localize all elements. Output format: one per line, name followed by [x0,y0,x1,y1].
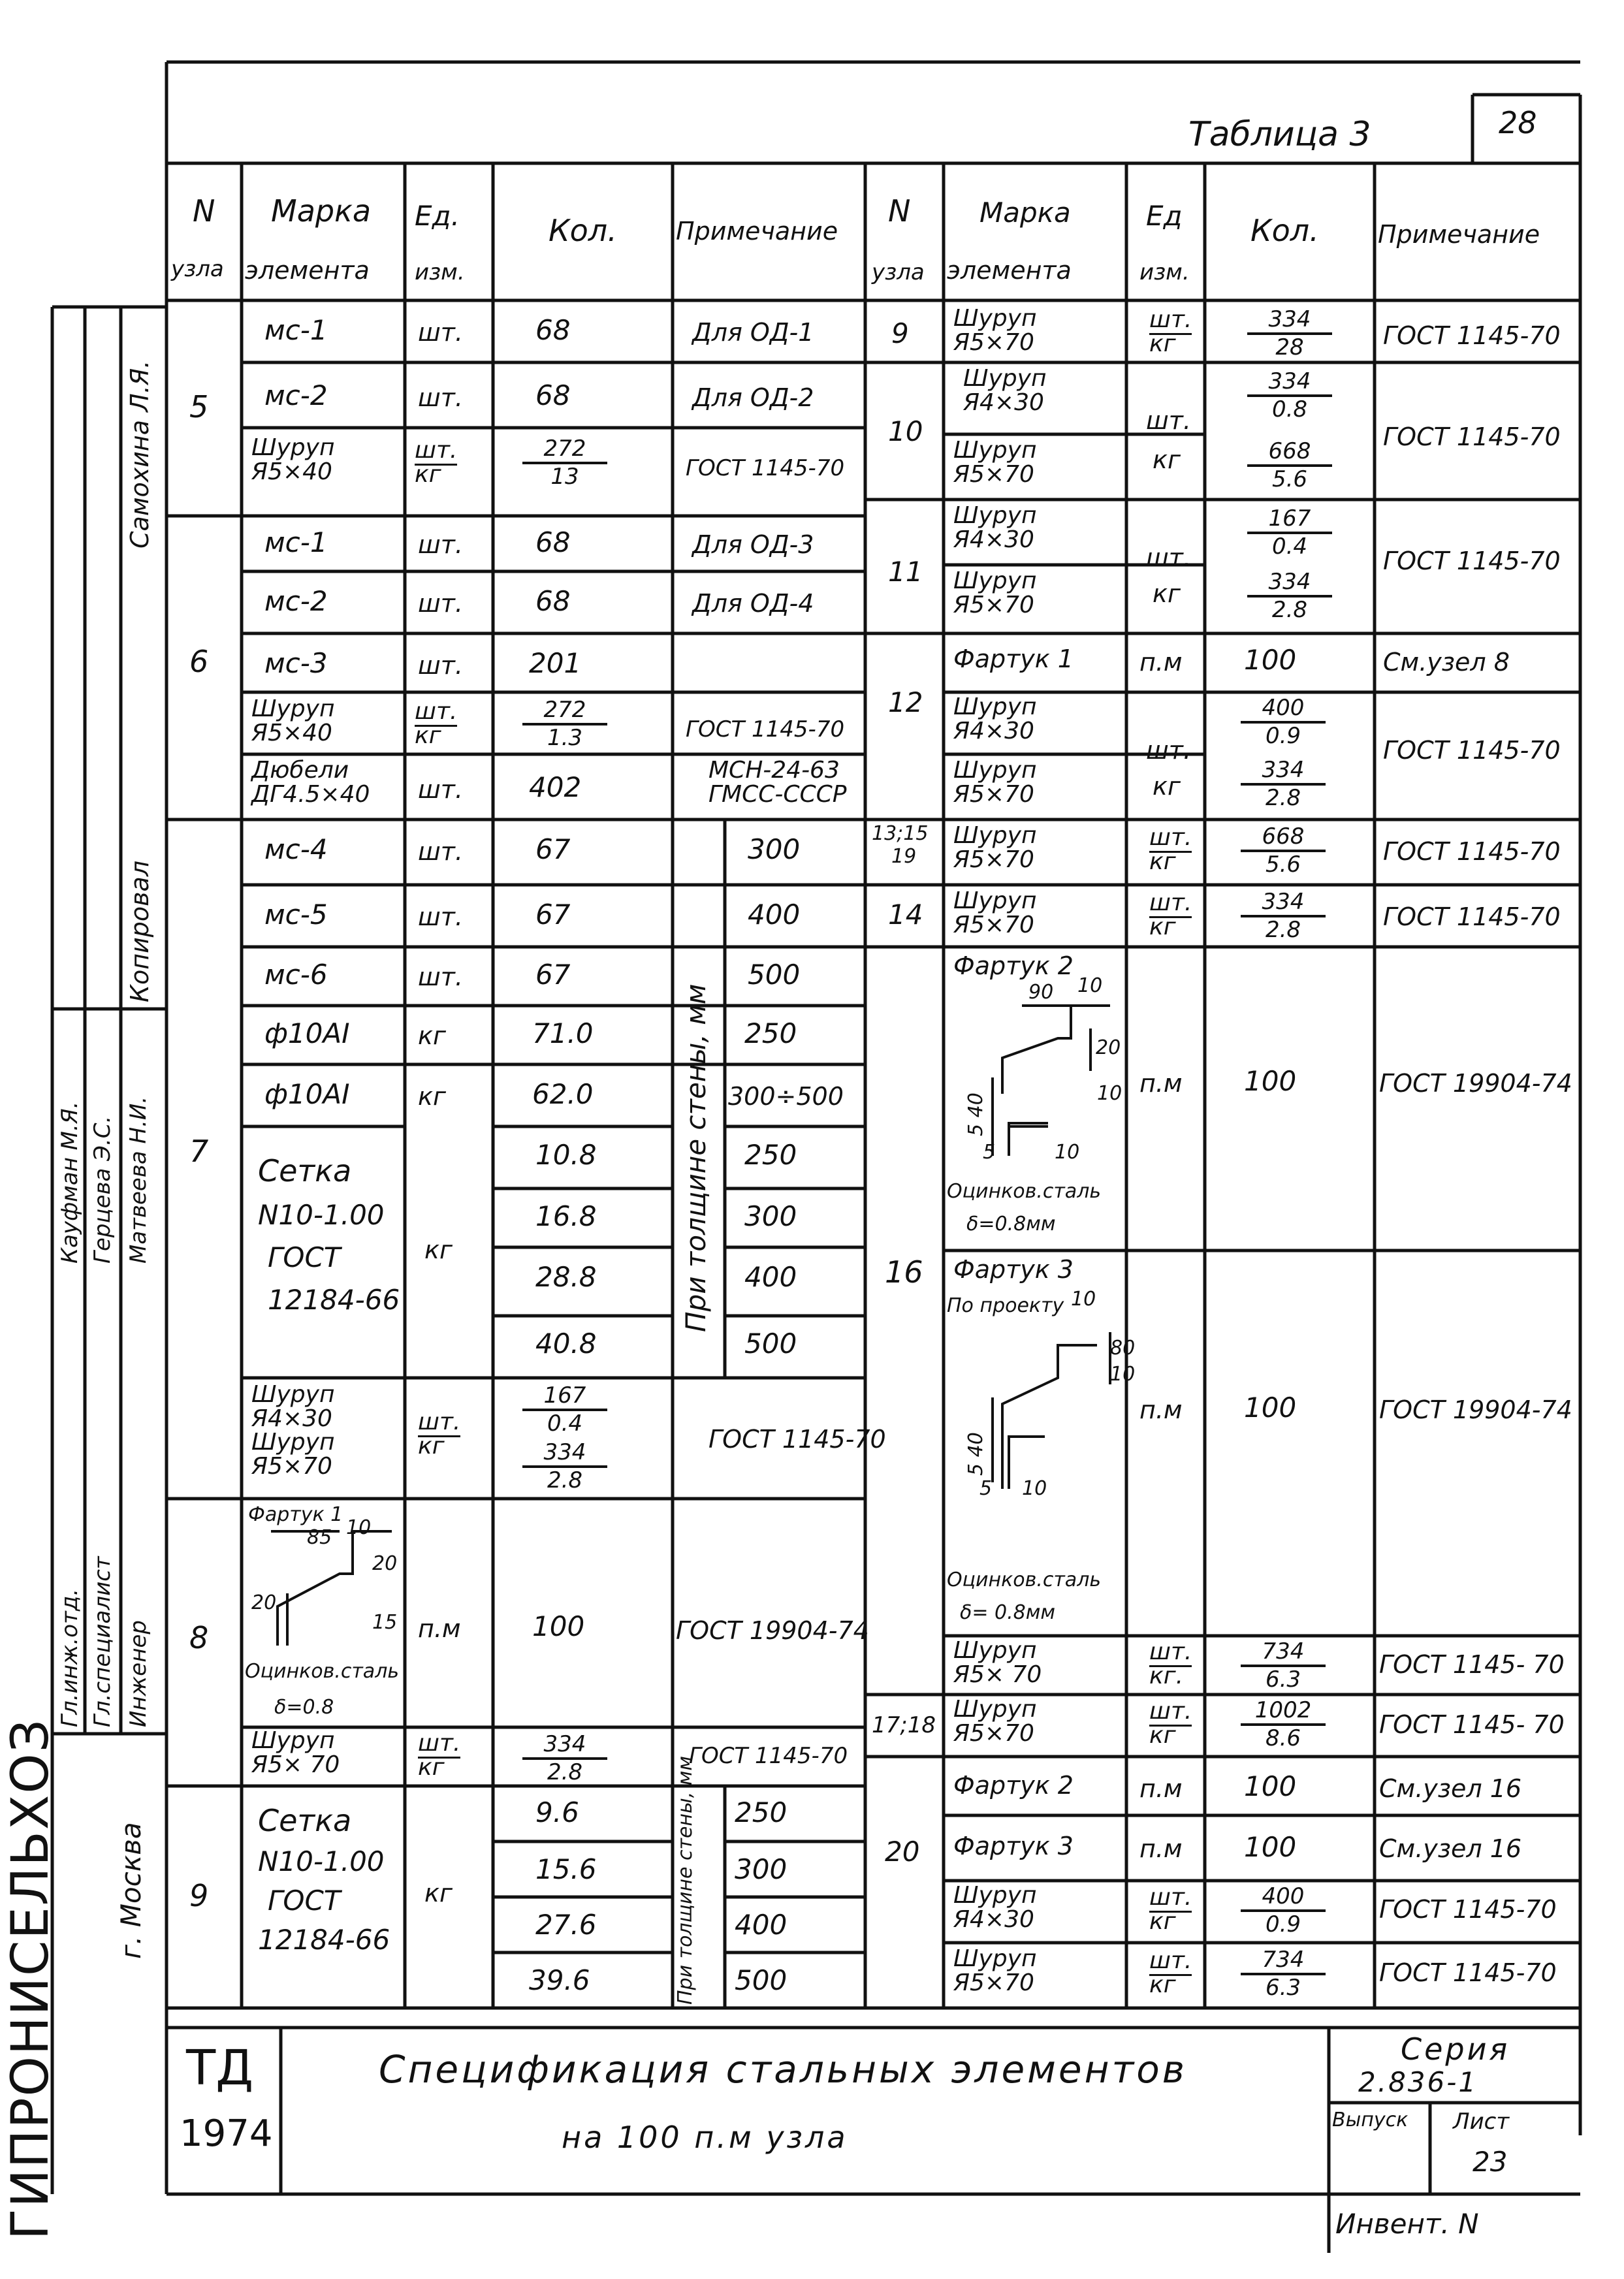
note-cell: ГОСТ 1145-70 [1383,837,1561,866]
unit-cell: п.м [1139,1395,1183,1424]
wall-cell: 250 [735,1796,788,1828]
copied-name: Самохина Л.Я. [125,360,154,549]
qty-cell: 9.6 [535,1796,579,1828]
unit-cell: шт. [1146,736,1191,765]
unit-cell: шт. кг [1149,889,1192,940]
unit-cell: шт. [1146,543,1191,572]
qty-fraction: $\frac{1002}{8.6}$ [1241,1698,1326,1751]
node-number: 10 [888,415,923,447]
node-number: 6 [189,644,209,679]
wall-cell: 250 [744,1017,797,1049]
qty-cell: 100 [532,1610,585,1642]
note-cell: ГОСТ 1145-70 [1383,321,1561,350]
mark-cell: мс-5 [264,899,328,931]
node-number: 11 [888,556,923,588]
mesh-mark: 12184-66 [268,1284,400,1316]
mark-cell: Шуруп Я5×70 [953,822,1037,873]
mark-cell: Шуруп Я5×70 [953,1696,1037,1747]
qty-cell: 40.8 [535,1328,597,1360]
mark-cell: Шуруп Я5×70 [953,567,1037,618]
dim-label: 80 [1110,1337,1136,1360]
apron-thickness: δ=0.8 [274,1696,334,1719]
mesh-mark: Сетка [258,1153,352,1188]
mark-cell: Шуруп Я5×70 [953,757,1037,808]
unit-cell: шт. [418,530,463,559]
header-unit: Ед. [415,200,460,232]
qty-cell: 201 [529,647,582,679]
qty-cell: 39.6 [529,1964,590,1996]
qty-fraction: $\frac{167}{0.4}$ [1247,506,1332,560]
note-cell: ГОСТ 1145- 70 [1379,1710,1565,1739]
apron-note: По проекту [947,1294,1064,1317]
dim-label: 10 [1055,1141,1080,1164]
qty-fraction: $\frac{334}{28}$ [1247,307,1332,360]
node-number: 20 [885,1836,920,1868]
unit-cell: кг [1153,445,1181,474]
note-cell: ГОСТ 1145-70 [709,1425,886,1454]
unit-cell: шт. кг [418,1409,461,1459]
header-r-unit: Ед [1146,200,1183,232]
wall-cell: 300 [744,1200,797,1232]
unit-cell: кг [1153,772,1181,801]
mark-cell: Шуруп Я5×70 [953,305,1037,356]
dim-label: 5 [983,1141,996,1164]
mark-cell: мс-1 [264,526,328,558]
mark-cell: мс-2 [264,379,328,411]
dim-label: 10 [1097,1082,1122,1105]
wall-cell: 250 [744,1139,797,1171]
sheet-number: 28 [1499,105,1537,140]
unit-cell: кг [418,1082,446,1111]
qty-cell: 27.6 [535,1909,597,1941]
unit-cell: шт. [1146,406,1191,435]
unit-cell: шт. кг [1149,1698,1192,1749]
dim-label: 10 [1077,974,1103,997]
dim-label: 10 [1071,1288,1096,1311]
apron-material: Оцинков.сталь [947,1180,1102,1203]
note-cell: См.узел 8 [1383,648,1510,677]
mesh-mark: N10-1.00 [258,1845,385,1877]
node-number: 14 [888,899,923,931]
wall-thickness-note: При толщине стены, мм [674,1755,697,2005]
mark-cell: ф10АI [264,1017,350,1049]
qty-fraction: $\frac{334}{2.8}$ [1241,889,1326,943]
document-title: Спецификация стальных элементов [379,2047,1187,2092]
td-stamp: ТД [186,2040,254,2096]
node-number: 9 [891,317,909,349]
qty-fraction: $\frac{334}{2.8}$ [1241,757,1326,811]
mark-cell: Фартук 2 [953,1771,1074,1800]
wall-cell: 500 [748,959,801,991]
dim-label: 10 [346,1516,372,1539]
header-r-mark: Марка [979,197,1071,229]
mark-cell: мс-1 [264,314,328,346]
unit-cell: шт. кг. [1149,1638,1192,1689]
wall-cell: 400 [748,899,801,931]
qty-cell: 402 [529,771,582,803]
qty-fraction: $\frac{334}{2.8}$ [522,1732,607,1785]
unit-cell: шт. [418,775,463,804]
issue-label: Выпуск [1332,2109,1409,2131]
wall-cell: 500 [735,1964,788,1996]
header-node-no-sub: узла [171,256,224,282]
mark-cell: Шуруп Я5× 70 [953,1637,1042,1688]
person-name: Матвеева Н.И. [125,1096,151,1264]
unit-cell: п.м [1139,1834,1183,1863]
dim-label: 20 [372,1552,398,1575]
wall-cell: 400 [735,1909,788,1941]
qty-fraction: $\frac{167}{0.4}$ [522,1383,607,1437]
qty-cell: 28.8 [535,1261,597,1293]
qty-cell: 68 [535,585,571,617]
role-label: Гл.инж.отд. [57,1588,83,1727]
mark-cell: Шуруп Я4×30 Шуруп Я5×70 [251,1381,335,1480]
person-name: Кауфман М.Я. [57,1101,83,1264]
wall-cell: 400 [744,1261,797,1293]
sheet-label: Лист [1453,2109,1510,2135]
wall-thickness-note: При толщине стены, мм [680,983,712,1332]
qty-cell: 68 [535,379,571,411]
mark-cell: Шуруп Я4×30 [953,693,1037,744]
qty-cell: 67 [535,833,571,865]
qty-fraction: $\frac{668}{5.6}$ [1241,824,1326,878]
apron-title: Фартук 3 [953,1255,1074,1284]
unit-cell: кг [424,1879,453,1907]
note-cell: ГОСТ 1145-70 [1383,422,1561,451]
unit-cell: шт. [418,383,463,412]
series-label: Серия [1401,2032,1510,2067]
year: 1974 [180,2112,273,2155]
mark-cell: Шуруп Я4×30 [953,502,1037,553]
node-number: 19 [891,845,917,868]
document-subtitle: на 100 п.м узла [562,2120,848,2155]
role-label: Гл.специалист [89,1556,116,1727]
dim-label: 20 [251,1591,277,1614]
node-number: 9 [189,1878,209,1913]
note-cell: МСН-24-63 ГМСС-СССР [709,757,847,808]
qty-cell: 16.8 [535,1200,597,1232]
header-r-qty: Кол. [1250,213,1319,248]
apron-title: Фартук 1 [248,1503,343,1526]
qty-cell: 67 [535,899,571,931]
note-cell: ГОСТ 1145-70 [686,716,845,742]
mark-cell: Шуруп Я4×30 [963,365,1047,416]
mark-cell: Шуруп Я5×40 [251,695,335,746]
table-label: Таблица 3 [1188,115,1371,154]
node-number: 7 [189,1134,209,1169]
mark-cell: Шуруп Я5× 70 [251,1727,340,1778]
mark-cell: мс-3 [264,647,328,679]
header-node-no: N [193,193,215,229]
note-cell: ГОСТ 1145- 70 [1379,1650,1565,1679]
note-cell: ГОСТ 1145-70 [686,455,845,481]
mesh-mark: N10-1.00 [258,1199,385,1231]
mark-cell: Шуруп Я5×70 [953,887,1037,938]
note-cell: ГОСТ 1145-70 [1383,736,1561,765]
qty-cell: 68 [535,526,571,558]
header-mark-sub: элемента [245,256,370,285]
mark-cell: Фартук 3 [953,1832,1074,1860]
header-unit-sub: изм. [415,259,465,285]
unit-cell: п.м [1139,1774,1183,1803]
copied-label: Копировал [125,860,154,1002]
header-r-node-no: N [888,193,911,229]
qty-cell: 100 [1244,1770,1297,1802]
qty-fraction: $\frac{272}{13}$ [522,436,607,490]
mark-cell: мс-4 [264,833,328,865]
unit-cell: шт. [418,589,463,618]
unit-cell: шт. [418,963,463,991]
qty-cell: 100 [1244,1392,1297,1424]
unit-cell: п.м [1139,648,1183,677]
mesh-mark: ГОСТ [268,1241,341,1273]
mark-cell: Шуруп Я5×40 [251,434,335,485]
qty-fraction: $\frac{272}{1.3}$ [522,697,607,751]
dim-label: 5 40 [964,1092,987,1136]
unit-cell: шт. [418,837,463,866]
qty-cell: 62.0 [532,1078,594,1110]
wall-cell: 300 [748,833,801,865]
unit-cell: кг [418,1021,446,1050]
role-label: Инженер [125,1620,151,1727]
mesh-mark: Сетка [258,1803,352,1838]
apron-thickness: δ= 0.8мм [960,1601,1056,1624]
qty-fraction: $\frac{334}{2.8}$ [1247,569,1332,623]
mark-cell: мс-2 [264,585,328,617]
wall-cell: 300 [735,1853,788,1885]
header-mark: Марка [271,193,372,229]
series-number: 2.836-1 [1358,2066,1478,2098]
unit-cell: шт. кг [415,698,458,749]
mark-cell: Шуруп Я5×70 [953,437,1037,488]
unit-cell: шт. кг [418,1730,461,1781]
mark-cell: Фартук 1 [953,645,1074,673]
node-number: 17;18 [872,1712,936,1738]
qty-cell: 15.6 [535,1853,597,1885]
unit-cell: шт. [418,651,463,680]
unit-cell: шт. кг [1149,1947,1192,1998]
mark-cell: мс-6 [264,959,328,991]
unit-cell: кг [1153,579,1181,608]
node-number: 12 [888,686,923,718]
apron-thickness: δ=0.8мм [966,1213,1056,1235]
note-cell: ГОСТ 1145-70 [1383,547,1561,575]
note-cell: См.узел 16 [1379,1774,1522,1803]
unit-cell: п.м [1139,1069,1183,1098]
note-cell: Для ОД-2 [692,383,814,412]
dim-label: 20 [1096,1036,1121,1059]
apron-material: Оцинков.сталь [245,1660,400,1683]
note-cell: ГОСТ 19904-74 [1379,1395,1572,1424]
dim-label: 5 [979,1477,993,1500]
mark-cell: ф10АI [264,1078,350,1110]
dim-label: 10 [1022,1477,1047,1500]
apron-material: Оцинков.сталь [947,1569,1102,1591]
note-cell: ГОСТ 1145-70 [1379,1958,1557,1987]
note-cell: ГОСТ 19904-74 [1379,1069,1572,1098]
mark-cell: Дюбели ДГ4.5×40 [251,757,370,808]
node-number: 16 [885,1254,923,1290]
organization: ГИПРОНИСЕЛЬХОЗ [1,1718,60,2240]
unit-cell: шт. кг [1149,306,1192,357]
node-number: 5 [189,389,209,424]
qty-fraction: $\frac{734}{6.3}$ [1241,1947,1326,2001]
header-qty: Кол. [549,213,617,248]
header-r-node-no-sub: узла [872,259,925,285]
qty-fraction: $\frac{400}{0.9}$ [1241,1884,1326,1937]
mark-cell: Шуруп Я5×70 [953,1945,1037,1996]
apron-title: Фартук 2 [953,951,1074,980]
unit-cell: шт. [418,318,463,347]
unit-cell: кг [424,1235,453,1264]
qty-cell: 67 [535,959,571,991]
dim-label: 90 [1028,981,1054,1004]
node-number: 8 [189,1620,209,1655]
qty-fraction: $\frac{734}{6.3}$ [1241,1639,1326,1693]
mesh-mark: ГОСТ [268,1885,341,1917]
note-cell: Для ОД-1 [692,318,814,347]
qty-fraction: $\frac{334}{0.8}$ [1247,369,1332,422]
note-cell: ГОСТ 1145-70 [1383,902,1561,931]
unit-cell: шт. кг [415,437,458,488]
mesh-mark: 12184-66 [258,1924,390,1956]
sheet-value: 23 [1473,2146,1508,2178]
wall-cell: 300÷500 [728,1082,844,1111]
note-cell: Для ОД-3 [692,530,814,559]
unit-cell: шт. кг [1149,1884,1192,1935]
note-cell: ГОСТ 1145-70 [689,1743,848,1769]
unit-cell: шт. кг [1149,824,1192,875]
qty-cell: 100 [1244,1065,1297,1097]
header-note: Примечание [676,217,838,246]
qty-cell: 68 [535,314,571,346]
header-r-unit-sub: изм. [1139,259,1190,285]
header-r-mark-sub: элемента [947,256,1072,285]
dim-label: 5 40 [964,1432,987,1476]
qty-cell: 100 [1244,1831,1297,1863]
inventory-label: Инвент. N [1335,2208,1479,2240]
wall-cell: 500 [744,1328,797,1360]
note-cell: ГОСТ 1145-70 [1379,1895,1557,1924]
qty-fraction: $\frac{668}{5.6}$ [1247,439,1332,492]
dim-label: 10 [1110,1363,1136,1386]
node-number: 13;15 [872,822,929,845]
note-cell: См.узел 16 [1379,1834,1522,1863]
note-cell: ГОСТ 19904-74 [676,1616,869,1645]
city: г. Москва [115,1822,147,1959]
header-r-note: Примечание [1378,220,1540,249]
unit-cell: п.м [418,1614,461,1643]
qty-cell: 71.0 [532,1017,594,1049]
qty-cell: 100 [1244,644,1297,676]
dim-label: 85 [307,1526,332,1549]
person-name: Герцева Э.С. [89,1115,116,1264]
qty-cell: 10.8 [535,1139,597,1171]
unit-cell: шт. [418,902,463,931]
mark-cell: Шуруп Я4×30 [953,1882,1037,1933]
dim-label: 15 [372,1611,398,1634]
qty-fraction: $\frac{400}{0.9}$ [1241,695,1326,749]
qty-fraction: $\frac{334}{2.8}$ [522,1440,607,1493]
note-cell: Для ОД-4 [692,589,814,618]
